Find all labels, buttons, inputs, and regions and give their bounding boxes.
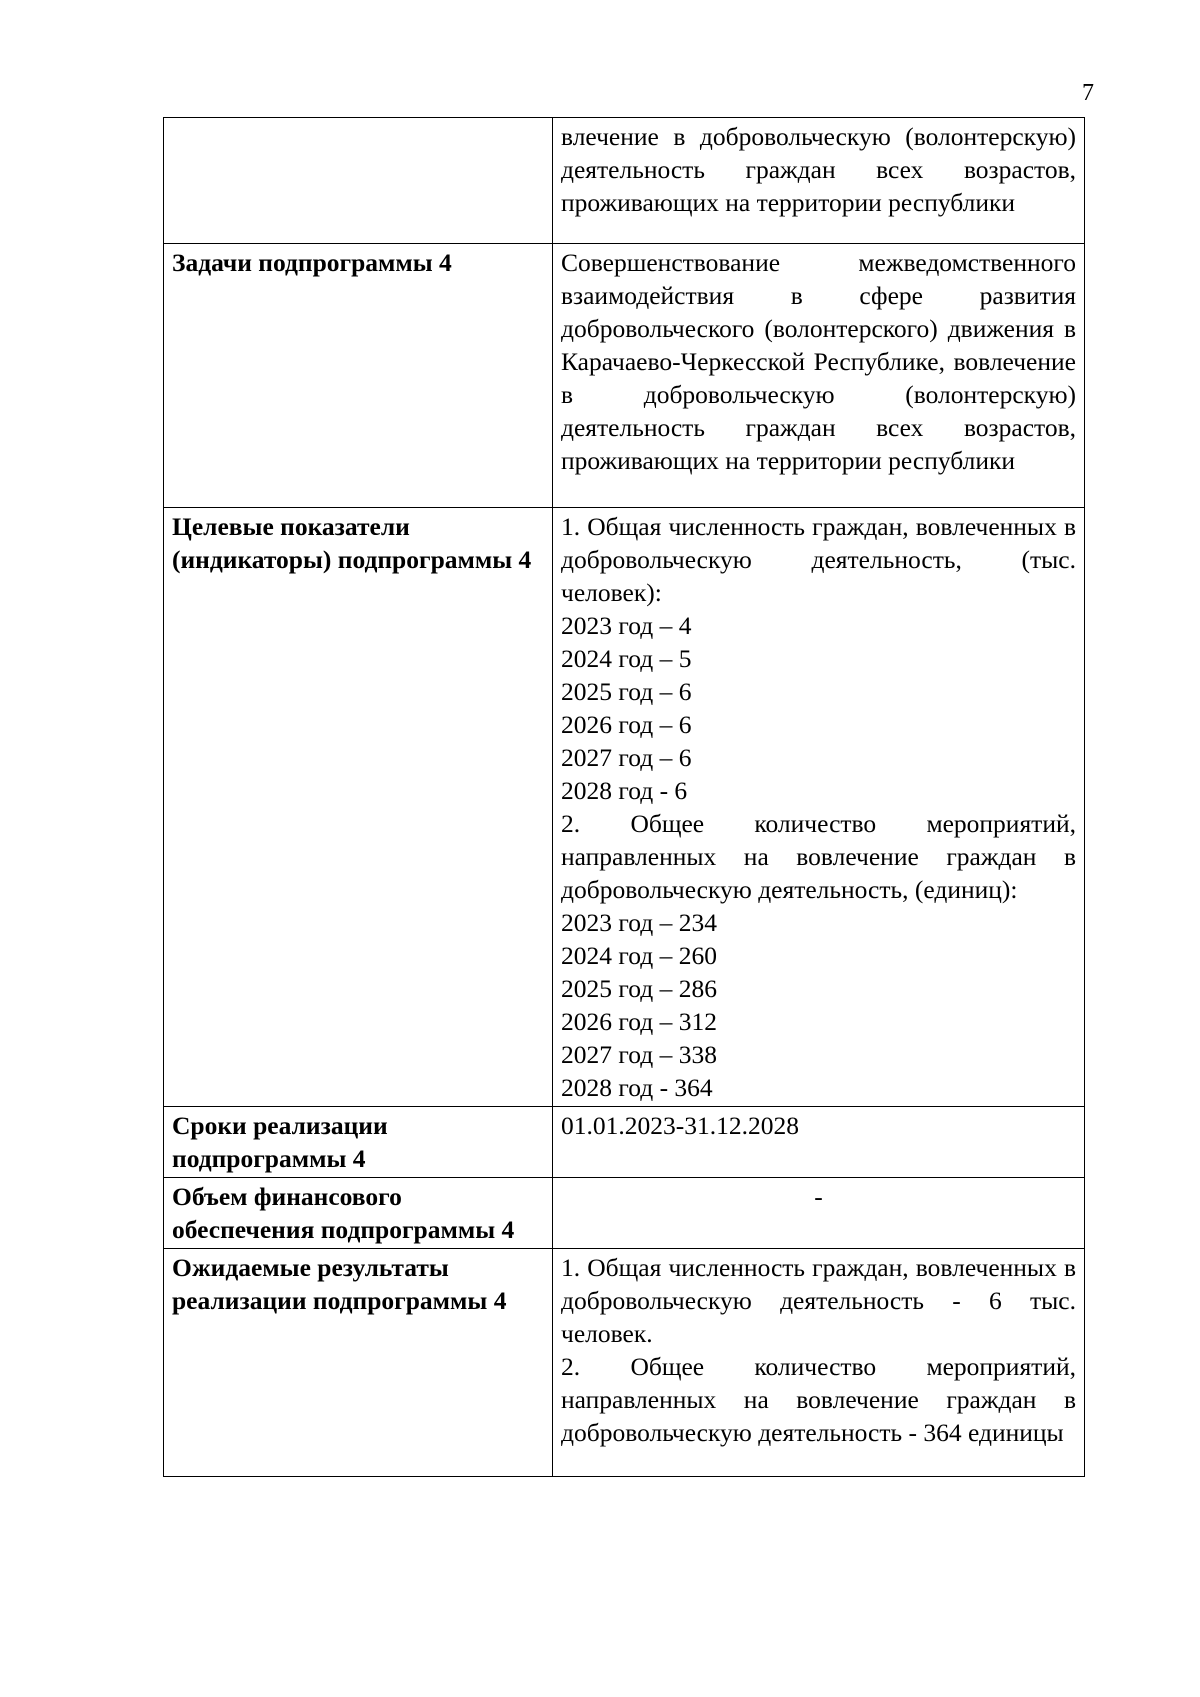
indicator-1-year: 2024 год – 5	[561, 644, 692, 673]
row-value-timeline: 01.01.2023-31.12.2028	[553, 1107, 1085, 1178]
indicator-1-intro: 1. Общая численность граждан, вовлеченных в добровольческую деятельность, (тыс. человек):	[561, 512, 1076, 607]
row-value-results	[553, 1249, 1085, 1477]
row-value-funding: -	[553, 1178, 1085, 1249]
table-row	[164, 244, 1085, 508]
indicator-2-year: 2028 год - 364	[561, 1073, 713, 1102]
table-row	[164, 1178, 1085, 1249]
row-label-tasks: Задачи подпрограммы 4	[164, 244, 553, 508]
result-1: 1. Общая численность граждан, вовлеченных в добровольческую деятельность - 6 тыс. человек.	[561, 1253, 1076, 1348]
table-row	[164, 1107, 1085, 1178]
indicator-1-year: 2026 год – 6	[561, 710, 692, 739]
table-row	[164, 118, 1085, 244]
result-2: 2. Общее количество мероприятий, направленных на вовлечение граждан в добровольческую деятельность - 364 единицы	[561, 1352, 1076, 1447]
indicator-1-year: 2023 год – 4	[561, 611, 692, 640]
indicator-2-intro: 2. Общее количество мероприятий, направленных на вовлечение граждан в добровольческую деятельность, (единиц):	[561, 809, 1076, 904]
indicator-1-year: 2027 год – 6	[561, 743, 692, 772]
page-number: 7	[1082, 80, 1094, 106]
table-row	[164, 1249, 1085, 1477]
table-row	[164, 508, 1085, 1107]
row-value-continued: влечение в добровольческую (волонтерскую) деятельность граждан всех возрастов, проживающих на территории республики	[553, 118, 1085, 244]
row-value-indicators	[553, 508, 1085, 1107]
row-label-funding: Объем финансового обеспечения подпрограммы 4	[164, 1178, 553, 1249]
row-label-timeline: Сроки реализации подпрограммы 4	[164, 1107, 553, 1178]
indicator-2-year: 2027 год – 338	[561, 1040, 717, 1069]
subprogram-passport-table	[163, 117, 1085, 1477]
row-value-tasks: Совершенствование межведомственного взаимодействия в сфере развития добровольческого (волонтерского) движения в Карачаево-Черкесской Республике, вовлечение в добровольческую (волонтерскую) деятельность граждан всех возрастов, проживающих на территории республики	[553, 244, 1085, 508]
indicator-1-year: 2028 год - 6	[561, 776, 688, 805]
indicator-2-year: 2026 год – 312	[561, 1007, 717, 1036]
indicator-2-year: 2025 год – 286	[561, 974, 717, 1003]
indicator-2-year: 2024 год – 260	[561, 941, 717, 970]
indicator-2-year: 2023 год – 234	[561, 908, 717, 937]
row-label-indicators: Целевые показатели (индикаторы) подпрограммы 4	[164, 508, 553, 1107]
row-label-continued	[164, 118, 553, 244]
indicator-1-year: 2025 год – 6	[561, 677, 692, 706]
row-label-results: Ожидаемые результаты реализации подпрограммы 4	[164, 1249, 553, 1477]
